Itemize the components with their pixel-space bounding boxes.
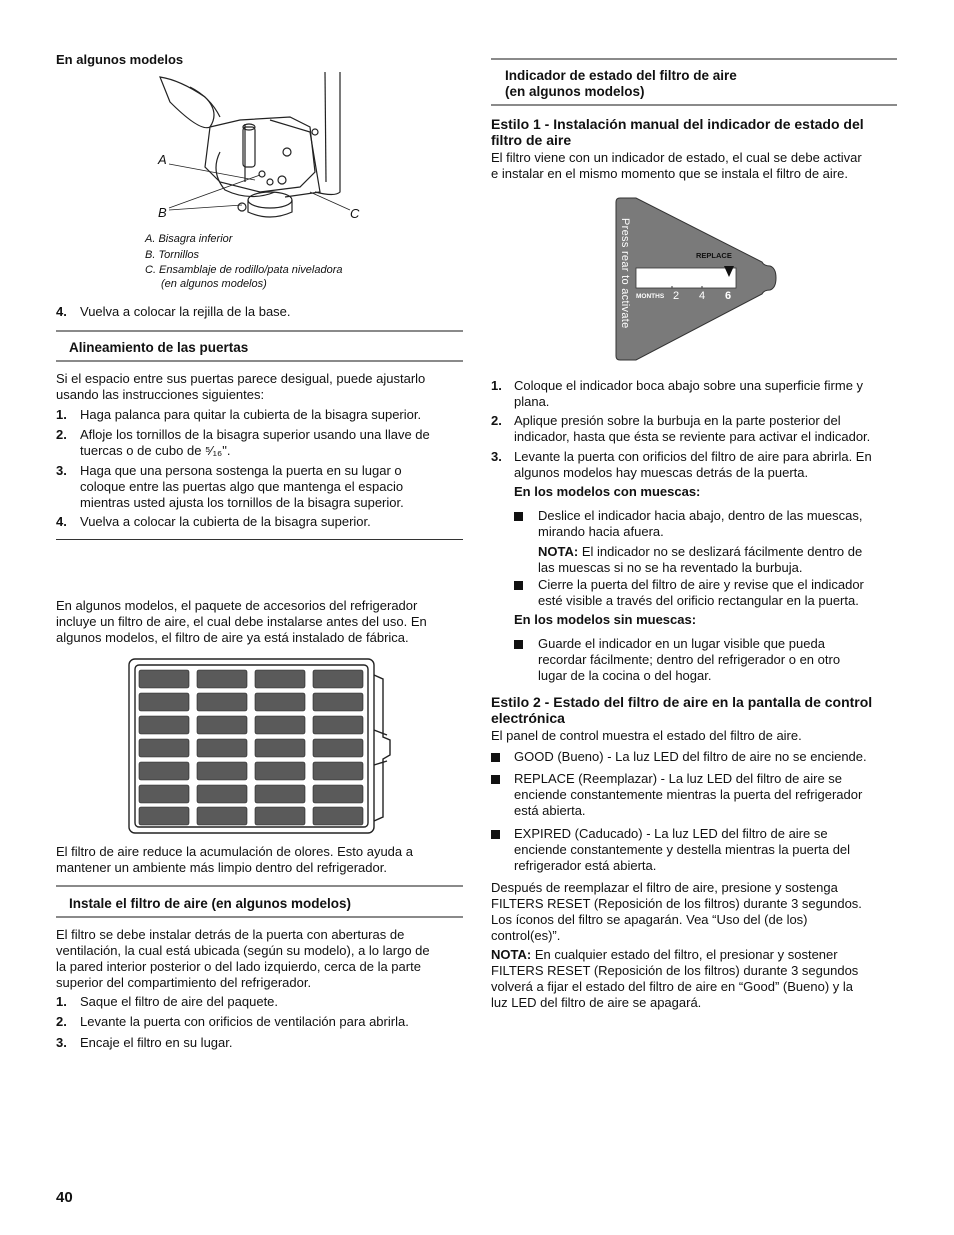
style2-bullet-text: EXPIRED (Caducado) - La luz LED del filtro de aire se enciende constantemente y destella mientras la puerta del refrigerador está abierta. <box>514 826 851 873</box>
style1-intro: El filtro viene con un indicador de estado, el cual se debe activar e instalar en el mismo momento que se instala el filtro de aire. <box>491 150 862 181</box>
filter-grid-cell <box>139 739 189 757</box>
indicator-month-4: 4 <box>699 290 706 302</box>
indicator-months-label: MONTHS <box>636 293 665 300</box>
filter-grid-cell <box>139 716 189 734</box>
style2-heading: Estilo 2 - Estado del filtro de aire en la pantalla de control electrónica <box>491 694 873 726</box>
notch-bullet-text: Deslice el indicador hacia abajo, dentro de las muescas, mirando hacia afuera. <box>538 508 863 539</box>
filter-grid-cell <box>313 670 363 688</box>
style2-intro: El panel de control muestra el estado del filtro de aire. <box>491 728 802 743</box>
no-notch-bullet-text: Guarde el indicador en un lugar visible que pueda recordar fácilmente; dentro del refrigerador o en otro lugar de la cocina o del hogar. <box>538 636 841 683</box>
status-indicator-illustration <box>612 196 778 362</box>
bullet-square-icon <box>514 581 523 590</box>
filter-grid-cell <box>313 762 363 780</box>
indicator-month-6: 6 <box>725 290 732 302</box>
filter-grid-cell <box>139 762 189 780</box>
filter-grid-cell <box>197 739 247 757</box>
indicator-month-2: 2 <box>673 290 680 302</box>
install-step-number: 1. <box>56 994 67 1009</box>
style2-bullet-text: REPLACE (Reemplazar) - La luz LED del filtro de aire se enciende constantemente mientras la puerta del refrigerador está abierta. <box>514 771 863 818</box>
section-divider <box>56 539 463 540</box>
caption-c-cont: (en algunos modelos) <box>161 278 267 290</box>
door-step-text: Afloje los tornillos de la bisagra superior usando una llave de tuercas o de cubo de ⁵⁄₁₆". <box>80 427 430 458</box>
style1-step-number: 3. <box>491 449 502 464</box>
filter-grid-cell <box>197 716 247 734</box>
door-alignment-heading: Alineamiento de las puertas <box>56 330 463 362</box>
filter-grid-cell <box>139 670 189 688</box>
style1-step-text: Coloque el indicador boca abajo sobre una superficie firme y plana. <box>514 378 864 409</box>
notch-note: NOTA: El indicador no se deslizará fácilmente dentro de las muescas si no se ha reventado la burbuja. <box>538 544 863 575</box>
filter-grid-cell <box>197 670 247 688</box>
door-step-number: 1. <box>56 407 67 422</box>
bullet-square-icon <box>514 640 523 649</box>
door-step-number: 2. <box>56 427 67 442</box>
notch-bullet-text: Cierre la puerta del filtro de aire y revise que el indicador esté visible a través del orificio rectangular en la puerta. <box>538 577 864 608</box>
filter-grid-cell <box>313 785 363 803</box>
hinge-subheading: En algunos modelos <box>56 52 184 67</box>
filter-intro: En algunos modelos, el paquete de accesorios del refrigerador incluye un filtro de aire, el cual debe instalarse antes del uso. En algunos modelos, el filtro de aire ya está instalado de fábrica. <box>56 598 427 645</box>
bullet-square-icon <box>491 753 500 762</box>
hinge-label-c: C <box>350 206 360 221</box>
caption-b: B. Tornillos <box>145 249 200 261</box>
install-step-number: 2. <box>56 1014 67 1029</box>
door-step-text: Haga palanca para quitar la cubierta de la bisagra superior. <box>80 407 422 422</box>
status-indicator-heading: Indicador de estado del filtro de aire (en algunos modelos) <box>491 58 897 106</box>
filter-grid-cell <box>139 807 189 825</box>
install-step-text: Levante la puerta con orificios de ventilación para abrirla. <box>80 1014 409 1029</box>
install-step-number: 3. <box>56 1035 67 1050</box>
filter-grid-cell <box>255 762 305 780</box>
hinge-label-b: B <box>158 205 167 220</box>
bullet-square-icon <box>514 512 523 521</box>
after-replace-text: Después de reemplazar el filtro de aire, presione y sostenga FILTERS RESET (Reposición de los filtros) durante 3 segundos. Los íconos del filtro se apagarán. Vea “Uso del (de los) control(es)”. <box>491 880 862 943</box>
page-number: 40 <box>56 1189 73 1206</box>
filter-grid-cell <box>313 807 363 825</box>
style1-step-number: 2. <box>491 413 502 428</box>
filter-grid-cell <box>313 716 363 734</box>
filter-grid-cell <box>197 785 247 803</box>
bullet-square-icon <box>491 830 500 839</box>
style1-heading: Estilo 1 - Instalación manual del indicador de estado del filtro de aire <box>491 116 864 148</box>
door-intro: Si el espacio entre sus puertas parece desigual, puede ajustarlo usando las instrucciones siguientes: <box>56 371 426 402</box>
door-step-text: Haga que una persona sostenga la puerta en su lugar o coloque entre las puertas algo que mantenga el espacio mientras usted ajusta los tornillos de la bisagra superior. <box>80 463 404 510</box>
step-number: 4. <box>56 304 67 319</box>
filter-grid-cell <box>139 693 189 711</box>
style2-bullet-text: GOOD (Bueno) - La luz LED del filtro de aire no se enciende. <box>514 749 867 764</box>
no-notch-models-heading: En los modelos sin muescas: <box>514 612 697 627</box>
notch-models-heading: En los modelos con muescas: <box>514 484 701 499</box>
filter-grid-cell <box>197 762 247 780</box>
door-step-number: 4. <box>56 514 67 529</box>
bullet-square-icon <box>491 775 500 784</box>
filter-grid-cell <box>255 785 305 803</box>
install-step-text: Saque el filtro de aire del paquete. <box>80 994 279 1009</box>
reset-note: NOTA: En cualquier estado del filtro, el presionar y sostener FILTERS RESET (Reposición de los filtros) durante 3 segundos volverá a fijar el estado del filtro de aire en “Good” (Bueno) y la luz LED del filtro de aire se apagará. <box>491 947 859 1010</box>
filter-grid-cell <box>197 693 247 711</box>
filter-grid-cell <box>255 807 305 825</box>
filter-grid-cell <box>255 716 305 734</box>
indicator-vertical-label: Press rear to activate <box>619 218 631 329</box>
air-filter-illustration <box>125 655 395 837</box>
install-step-text: Encaje el filtro en su lugar. <box>80 1035 233 1050</box>
filter-grid-cell <box>255 693 305 711</box>
style1-step-text: Levante la puerta con orificios del filtro de aire para abrirla. En algunos modelos hay muescas detrás de la puerta. <box>514 449 872 480</box>
hinge-illustration <box>150 72 380 232</box>
filter-grid-cell <box>313 693 363 711</box>
door-step-text: Vuelva a colocar la cubierta de la bisagra superior. <box>80 514 371 529</box>
step-text: Vuelva a colocar la rejilla de la base. <box>80 304 291 319</box>
filter-grid-cell <box>255 670 305 688</box>
filter-grid-cell <box>255 739 305 757</box>
filter-grid-cell <box>139 785 189 803</box>
install-filter-heading: Instale el filtro de aire (en algunos modelos) <box>56 885 463 918</box>
filter-grid-cell <box>313 739 363 757</box>
install-intro: El filtro se debe instalar detrás de la puerta con aberturas de ventilación, la cual está ubicada (según su modelo), a lo largo de la pared interior posterior o del lado izquierdo, cerca de la parte superior del compartimiento del refrigerador. <box>56 927 430 990</box>
hinge-label-a: A <box>158 152 167 167</box>
caption-a: A. Bisagra inferior <box>145 233 233 245</box>
style1-step-number: 1. <box>491 378 502 393</box>
filter-description: El filtro de aire reduce la acumulación de olores. Esto ayuda a mantener un ambiente más limpio dentro del refrigerador. <box>56 844 413 875</box>
door-step-number: 3. <box>56 463 67 478</box>
caption-c: C. Ensamblaje de rodillo/pata niveladora <box>145 264 343 276</box>
filter-grid-cell <box>197 807 247 825</box>
indicator-replace-label: REPLACE <box>696 251 732 260</box>
style1-step-text: Aplique presión sobre la burbuja en la parte posterior del indicador, hasta que ésta se reviente para activar el indicador. <box>514 413 871 444</box>
